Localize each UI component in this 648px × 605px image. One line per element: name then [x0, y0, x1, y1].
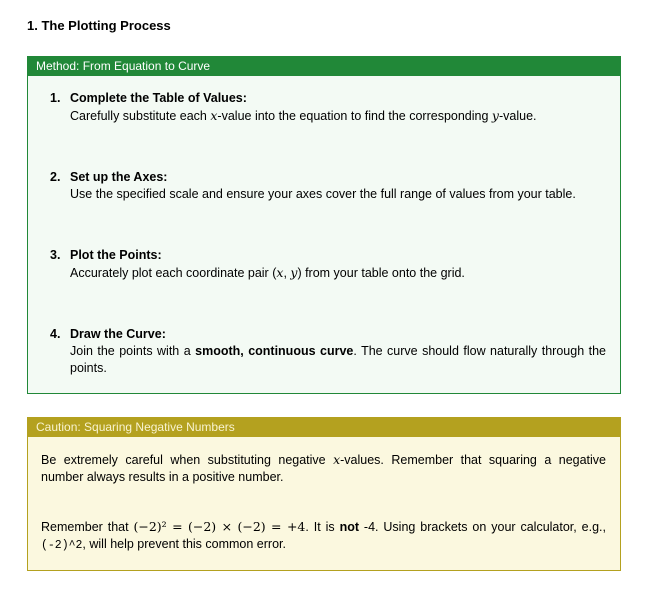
step-number: 1.: [50, 91, 61, 105]
caution-paragraph-1: Be extremely careful when substituting negative x-values. Remember that squaring a negative number always results in a positive number.: [41, 452, 606, 484]
step-content: [70, 169, 606, 203]
step-content: [70, 326, 606, 377]
step-number: 3.: [50, 248, 61, 262]
step-number: 4.: [50, 327, 61, 341]
step-body: Use the specified scale and ensure your axes cover the full range of values from your table.: [70, 187, 576, 201]
step-label: Plot the Points:: [70, 248, 162, 262]
step-label: Draw the Curve:: [70, 327, 166, 341]
method-step-2: [50, 169, 606, 203]
method-box: [27, 56, 621, 394]
step-number: 2.: [50, 170, 61, 184]
step-body: Carefully substitute each x-value into the equation to find the corresponding y-value.: [70, 108, 537, 123]
step-body: Join the points with a smooth, continuous curve. The curve should flow naturally through the points.: [70, 344, 606, 375]
method-box-title: Method: From Equation to Curve: [27, 56, 621, 76]
step-label: Complete the Table of Values:: [70, 91, 247, 105]
caution-box-title: Caution: Squaring Negative Numbers: [27, 417, 621, 437]
method-box-body: [27, 76, 621, 394]
section-heading: 1. The Plotting Process: [27, 18, 171, 33]
caution-box-body: [27, 437, 621, 571]
method-step-1: [50, 90, 606, 125]
step-content: [70, 247, 606, 282]
step-body: Accurately plot each coordinate pair (x, y) from your table onto the grid.: [70, 265, 465, 280]
step-content: [70, 90, 606, 125]
method-step-3: [50, 247, 606, 282]
caution-paragraph-2: Remember that (−2)² = (−2) × (−2) = +4. It is not -4. Using brackets on your calculator, e.g., (-2)^2, will help prevent this common error.: [41, 519, 606, 552]
method-step-4: [50, 326, 606, 377]
caution-box: [27, 417, 621, 571]
step-label: Set up the Axes:: [70, 170, 168, 184]
